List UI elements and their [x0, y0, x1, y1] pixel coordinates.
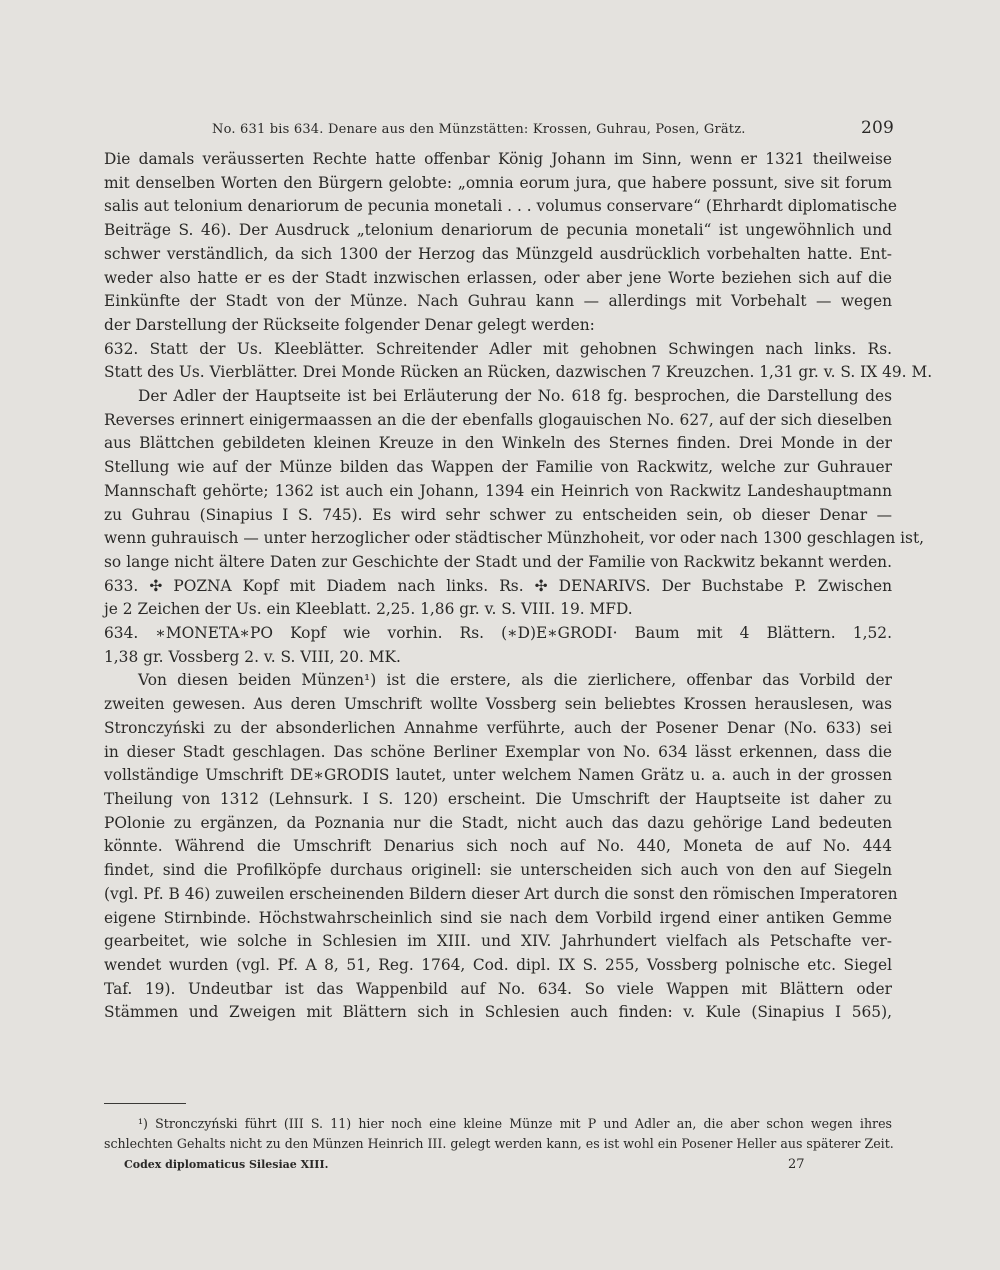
coin-entry-633: 633. ✣ POZNA Kopf mit Diadem nach links. Rs. ✣ DENARIVS. Der Buchstabe P. Zwischen [104, 576, 892, 595]
text-line: gearbeitet, wie solche in Schlesien im XIII. und XIV. Jahrhundert vielfach als Petschafte ver- [104, 932, 892, 951]
text-line: könnte. Während die Umschrift Denarius sich noch auf No. 440, Moneta de auf No. 444 [104, 837, 892, 856]
coin-entry-634: 634. ∗MONETA∗PO Kopf wie vorhin. Rs. (∗D)E∗GRODI· Baum mit 4 Blättern. 1,52. [104, 624, 892, 643]
text-line: Die damals veräusserten Rechte hatte offenbar König Johann im Sinn, wenn er 1321 theilweise [104, 150, 892, 168]
text-line: aus Blättchen gebildeten kleinen Kreuze in den Winkeln des Sternes finden. Drei Monde in der [104, 434, 892, 453]
footnote-line: ¹) Stronczyński führt (III S. 11) hier noch eine kleine Münze mit P und Adler an, die aber schon wegen ihres [138, 1116, 892, 1131]
text-line: wenn guhrauisch — unter herzoglicher oder städtischer Münzhoheit, vor oder nach 1300 geschlagen ist, [104, 529, 925, 548]
text-line: Taf. 19). Undeutbar ist das Wappenbild auf No. 634. So viele Wappen mit Blättern oder [104, 979, 892, 998]
text-line: Stämmen und Zweigen mit Blättern sich in Schlesien auch finden: v. Kule (Sinapius I 565), [104, 1003, 892, 1022]
text-line: zu Guhrau (Sinapius I S. 745). Es wird sehr schwer zu entscheiden sein, ob dieser Denar — [104, 505, 892, 524]
text-line: so lange nicht ältere Daten zur Geschichte der Stadt und der Familie von Rackwitz bekannt werden. [104, 552, 892, 571]
text-line: Einkünfte der Stadt von der Münze. Nach Guhrau kann — allerdings mit Vorbehalt — wegen [104, 292, 892, 311]
text-line: 1,38 gr. Vossberg 2. v. S. VIII, 20. MK. [104, 647, 401, 666]
text-line: Stellung wie auf der Münze bilden das Wappen der Familie von Rackwitz, welche zur Guhrauer [104, 458, 892, 477]
text-line: weder also hatte er es der Stadt inzwischen erlassen, oder aber jene Worte beziehen sich auf die [104, 268, 892, 287]
text-line: Der Adler der Hauptseite ist bei Erläuterung der No. 618 fg. besprochen, die Darstellung des [138, 387, 892, 406]
text-line: je 2 Zeichen der Us. ein Kleeblatt. 2,25. 1,86 gr. v. S. VIII. 19. MFD. [104, 600, 633, 619]
footnote [104, 1114, 892, 1154]
text-line: salis aut telonium denariorum de pecunia monetali . . . volumus conservare“ (Ehrhardt diplomatische [104, 197, 897, 216]
text-line: Statt des Us. Vierblätter. Drei Monde Rücken an Rücken, dazwischen 7 Kreuzchen. 1,31 gr. v. S. IX 49. M. [104, 363, 933, 382]
text-line: mit denselben Worten den Bürgern gelobte: „omnia eorum jura, que habere possunt, sive sit forum [104, 173, 892, 192]
footnote-line: schlechten Gehalts nicht zu den Münzen Heinrich III. gelegt werden kann, es ist wohl ein Posener Heller aus späterer Zeit. [104, 1136, 894, 1151]
body-text [104, 148, 933, 1025]
text-line: Theilung von 1312 (Lehnsurk. I S. 120) erscheint. Die Umschrift der Hauptseite ist daher zu [104, 789, 892, 808]
text-line: Beiträge S. 46). Der Ausdruck „telonium denariorum de pecunia monetali“ ist ungewöhnlich und [104, 221, 892, 240]
sheet-number: 27 [788, 1157, 805, 1172]
text-line: in dieser Stadt geschlagen. Das schöne Berliner Exemplar von No. 634 lässt erkennen, dass die [104, 742, 892, 761]
text-line: zweiten gewesen. Aus deren Umschrift wollte Vossberg sein beliebtes Krossen herauslesen, was [104, 695, 892, 714]
text-line: der Darstellung der Rückseite folgender Denar gelegt werden: [104, 315, 595, 334]
footnote-divider [104, 1103, 186, 1104]
page-number: 209 [860, 118, 894, 138]
text-line: findet, sind die Profilköpfe durchaus originell: sie unterscheiden sich auch von den auf Siegeln [104, 861, 892, 880]
running-header [104, 118, 894, 138]
text-line: Reverses erinnert einigermaassen an die der ebenfalls glogauischen No. 627, auf der sich dieselben [104, 410, 892, 429]
text-line: Von diesen beiden Münzen¹) ist die erstere, als die zierlichere, offenbar das Vorbild der [138, 671, 892, 690]
text-line: eigene Stirnbinde. Höchstwahrscheinlich sind sie nach dem Vorbild irgend einer antiken Gemme [104, 908, 892, 927]
text-line: Stronczyński zu der absonderlichen Annahme verführte, auch der Posener Denar (No. 633) sei [104, 718, 892, 737]
coin-entry-632: 632. Statt der Us. Kleeblätter. Schreitender Adler mit gehobnen Schwingen nach links. Rs. [104, 339, 892, 358]
header-title: No. 631 bis 634. Denare aus den Münzstätten: Krossen, Guhrau, Posen, Grätz. [212, 122, 746, 137]
text-line: schwer verständlich, da sich 1300 der Herzog das Münzgeld ausdrücklich vorbehalten hatte. Ent- [104, 244, 892, 263]
text-line: (vgl. Pf. B 46) zuweilen erscheinenden Bildern dieser Art durch die sonst den römischen Imperatoren [104, 884, 898, 903]
text-line: wendet wurden (vgl. Pf. A 8, 51, Reg. 1764, Cod. dipl. IX S. 255, Vossberg polnische etc. Siegel [104, 955, 892, 974]
signature-line: Codex diplomaticus Silesiae XIII. [124, 1158, 329, 1171]
text-line: POlonie zu ergänzen, da Poznania nur die Stadt, nicht auch das dazu gehörige Land bedeuten [104, 813, 892, 832]
text-line: Mannschaft gehörte; 1362 ist auch ein Johann, 1394 ein Heinrich von Rackwitz Landeshauptmann [104, 481, 892, 500]
text-line: vollständige Umschrift DE∗GRODIS lautet, unter welchem Namen Grätz u. a. auch in der grossen [104, 766, 892, 785]
